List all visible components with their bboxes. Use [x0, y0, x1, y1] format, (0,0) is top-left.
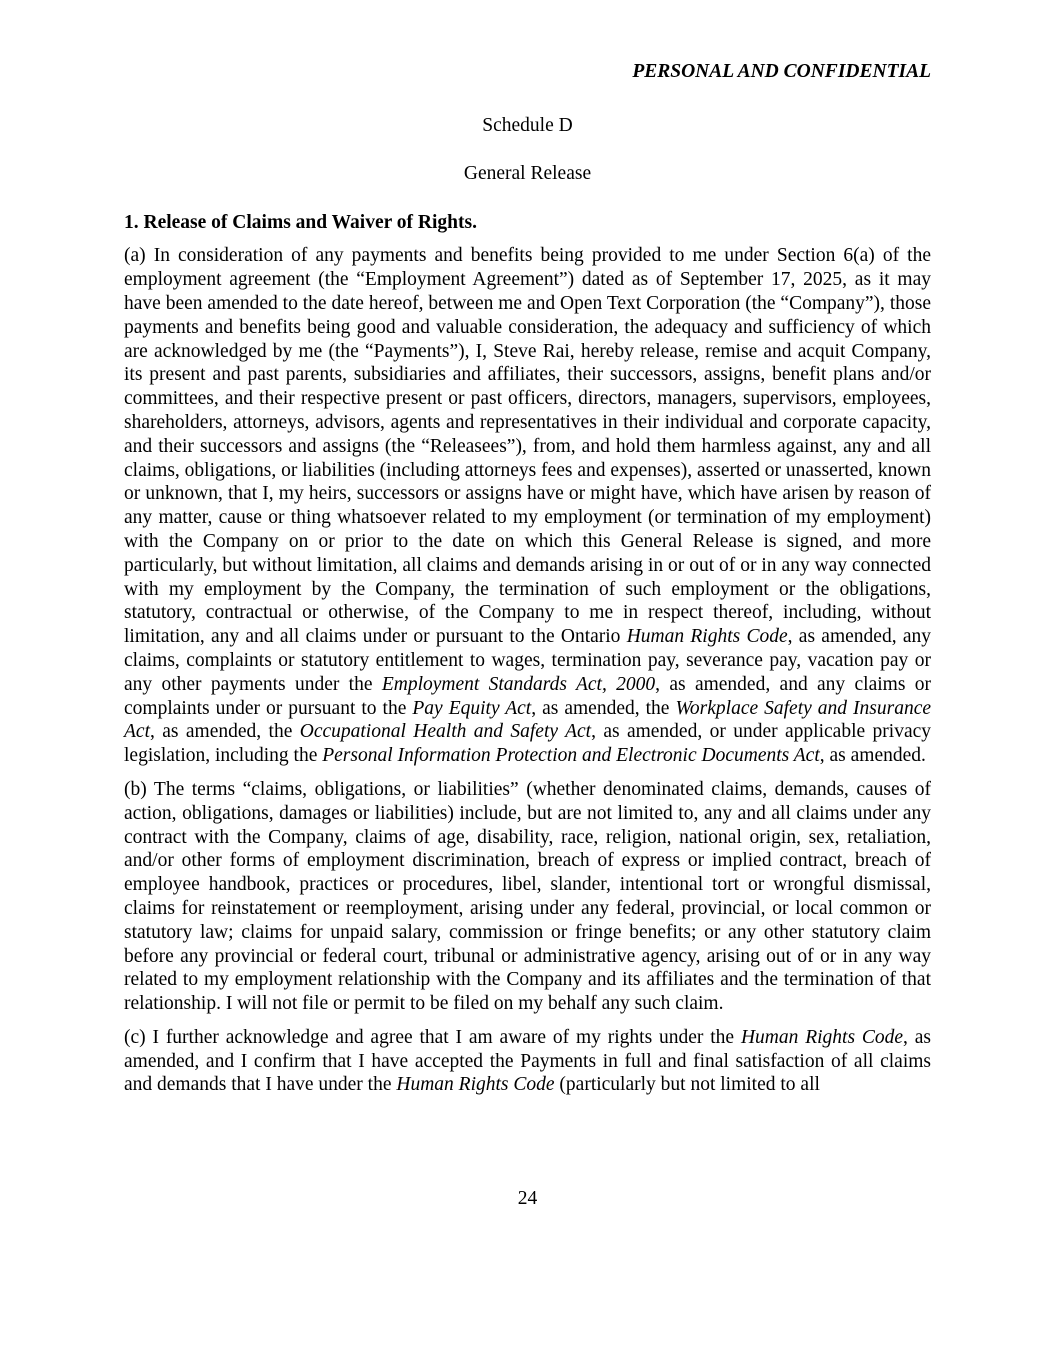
paragraph-text: , as amended, the	[531, 697, 676, 719]
paragraph-b	[124, 778, 931, 1016]
paragraph-text: , as amended, and I confirm that I have accepted the Payments in full and final satisfaction of all claims and demands that I have under the	[124, 1026, 931, 1096]
statute-reference: Employment Standards Act, 2000	[381, 673, 656, 695]
schedule-title: Schedule D	[482, 115, 573, 136]
paragraph-text: (c) I further acknowledge and agree that I am aware of my rights under the	[124, 1026, 741, 1048]
document-page	[124, 60, 931, 1107]
paragraph-text: , as amended.	[819, 745, 926, 767]
paragraph-text: (a) In consideration of any payments and benefits being provided to me under Section 6(a) of the employment agreement (the “Employment Agreement”) dated as of September 17, 2025, as it may have been amended to the date hereof, between me and Open Text Corporation (the “Company”), those payments and benefits being good and valuable consideration, the adequacy and sufficiency of which are acknowledged by me (the “Payments”), I, Steve Rai, hereby release, remise and acquit Company, its present and past parents, subsidiaries and affiliates, their successors, assigns, benefit plans and/or committees, and their respective present or past officers, directors, managers, supervisors, employees, shareholders, attorneys, advisors, agents and representatives in their individual and corporate capacity, and their successors and assigns (the “Releasees”), from, and hold them harmless against, any and all claims, obligations, or liabilities (including attorneys fees and expenses), asserted or unasserted, known or unknown, that I, my heirs, successors or assigns have or might have, which have arisen by reason of any matter, cause or thing whatsoever related to my employment (or termination of my employment) with the Company on or prior to the date on which this General Release is signed, and more particularly, but without limitation, all claims and demands arising in or out of or in any way connected with my employment by the Company, the termination of such employment or the obligations, statutory, contractual or otherwise, of the Company to me in respect thereof, including, without limitation, any and all claims under or pursuant to the Ontario	[124, 245, 931, 648]
statute-reference: Human Rights Code	[626, 626, 788, 648]
paragraph-text: , as amended, and any claims or complaints under or pursuant to the	[124, 673, 931, 719]
confidentiality-header: PERSONAL AND CONFIDENTIAL	[632, 61, 931, 82]
paragraph-text: (particularly but not limited to all	[554, 1074, 820, 1096]
section-heading: 1. Release of Claims and Waiver of Rights.	[124, 211, 477, 233]
paragraph-text: (b) The terms “claims, obligations, or liabilities” (whether denominated claims, demands, causes of action, obligations, damages or liabilities) include, but are not limited to, any and all claims under any contract with the Company, claims of age, disability, race, religion, national origin, sex, retaliation, and/or other forms of employment discrimination, breach of express or implied contract, breach of employee handbook, practices or procedures, libel, slander, intentional tort or wrongful dismissal, claims for reinstatement or reemployment, arising under any federal, provincial, or local common or statutory law; claims for unpaid salary, commission or fringe benefits; or any other statutory claim before any provincial or federal court, tribunal or administrative agency, arising out of or in any way related to my employment relationship with the Company and its affiliates and the termination of that relationship. I will not file or permit to be filed on my behalf any such claim.	[124, 778, 931, 1015]
statute-reference: Human Rights Code	[740, 1026, 904, 1048]
statute-reference: Occupational Health and Safety Act	[299, 721, 592, 743]
release-title: General Release	[463, 162, 592, 184]
paragraph-c	[124, 1026, 931, 1097]
paragraph-text: , as amended, any claims, complaints or statutory entitlement to wages, termination pay, severance pay, vacation pay or any other payments under the	[124, 626, 931, 695]
statute-reference: Pay Equity Act	[412, 697, 532, 719]
paragraph-a	[124, 244, 931, 768]
paragraph-text: , as amended, the	[149, 721, 300, 743]
page-number: 24	[517, 1188, 538, 1209]
paragraph-text: , as amended, or under applicable privacy legislation, including the	[124, 721, 932, 767]
statute-reference: Workplace Safety and Insurance Act	[124, 697, 932, 743]
statute-reference: Human Rights Code	[396, 1074, 555, 1096]
statute-reference: Personal Information Protection and Electronic Documents Act	[322, 745, 820, 767]
